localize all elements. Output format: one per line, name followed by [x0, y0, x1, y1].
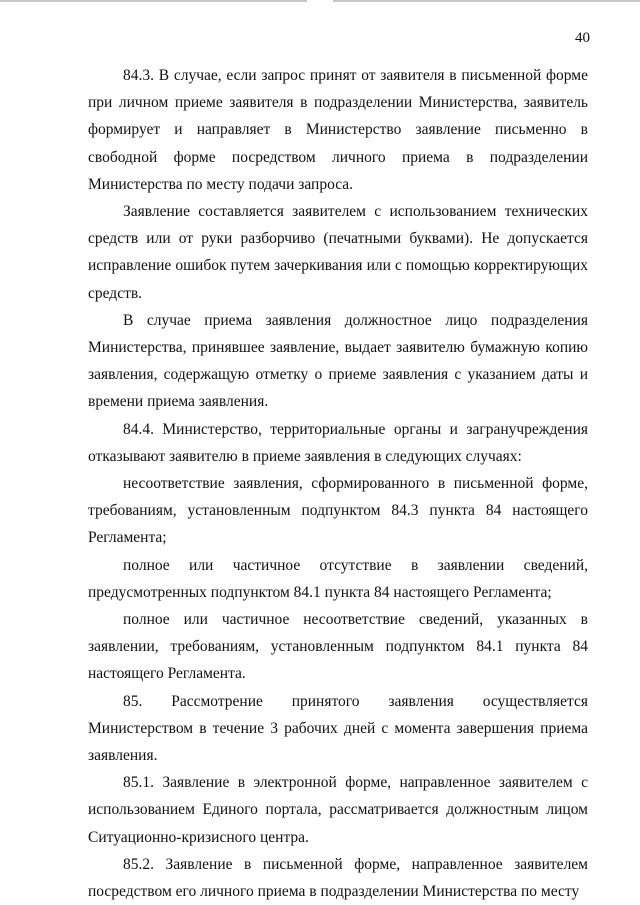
paragraph-85-1: 85.1. Заявление в электронной форме, направленное заявителем с использованием Единого портала, рассматривается должностным лицом Ситуационно-кризисного центра.	[88, 774, 588, 846]
paragraph-84-4: 84.4. Министерство, территориальные органы и загранучреждения отказывают заявителю в приеме заявления в следующих случаях:	[88, 420, 588, 465]
page-number: 40	[575, 30, 590, 46]
paragraph-84-3: 84.3. В случае, если запрос принят от заявителя в письменной форме при личном приеме заявителя в подразделении Министерства, заявитель формирует и направляет в Министерство заявление письменно в свободной форме посредством личного приема в подразделении Министерства по месту подачи запроса.	[88, 67, 588, 193]
paragraph-85: 85. Рассмотрение принятого заявления осуществляется Министерством в течение 3 рабочих дней с момента завершения приема заявления.	[88, 692, 588, 765]
page-top-edge	[0, 0, 640, 2]
paragraph-refusal-reason-2: полное или частичное отсутствие в заявлении сведений, предусмотренных подпунктом 84.1 пункта 84 настоящего Регламента;	[88, 556, 588, 601]
paragraph-refusal-reason-3: полное или частичное несоответствие сведений, указанных в заявлении, требованиям, установленным подпунктом 84.1 пункта 84 настоящего Регламента.	[88, 611, 588, 683]
paragraph-refusal-reason-1: несоответствие заявления, сформированного в письменной форме, требованиям, установленным подпунктом 84.3 пункта 84 настоящего Регламента;	[88, 475, 588, 547]
paragraph-85-2: 85.2. Заявление в письменной форме, направленное заявителем посредством его личного приема в подразделении Министерства по месту	[88, 855, 588, 901]
paragraph-application-acceptance: В случае приема заявления должностное лицо подразделения Министерства, принявшее заявление, выдает заявителю бумажную копию заявления, содержащую отметку о приеме заявления с указанием даты и времени приема заявления.	[88, 311, 588, 411]
document-body	[88, 62, 588, 905]
paragraph-application-drafting: Заявление составляется заявителем с использованием технических средств или от руки разборчиво (печатными буквами). Не допускается исправление ошибок путем зачеркивания или с помощью корректирующих средств.	[88, 203, 588, 302]
